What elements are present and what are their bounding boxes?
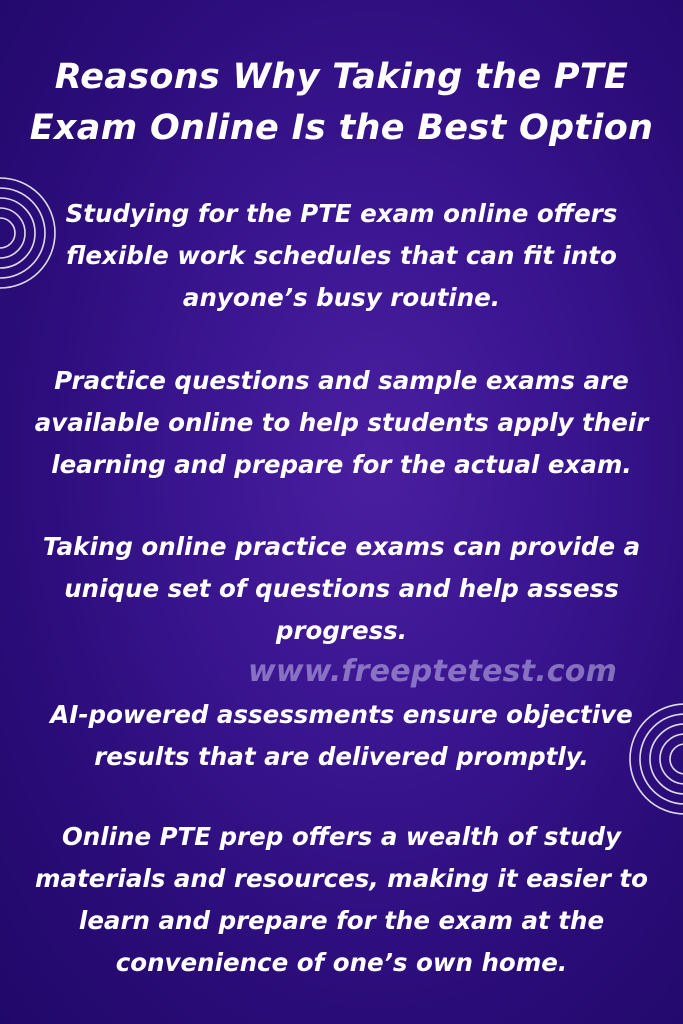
paragraph-line: available online to help students apply their bbox=[34, 408, 649, 437]
paragraph-line: anyone’s busy routine. bbox=[182, 283, 501, 312]
paragraph-line: Studying for the PTE exam online offers bbox=[65, 199, 618, 228]
reason-paragraph-3 bbox=[10, 526, 673, 652]
reason-paragraph-2 bbox=[10, 360, 673, 486]
paragraph-line: learning and prepare for the actual exam. bbox=[51, 450, 632, 479]
paragraph-line: Online PTE prep offers a wealth of study bbox=[61, 822, 622, 851]
paragraph-line: materials and resources, making it easier to bbox=[35, 864, 648, 893]
paragraph-line: unique set of questions and help assess bbox=[64, 574, 619, 603]
website-watermark: www.freeptetest.com bbox=[248, 654, 618, 689]
reason-paragraph-4 bbox=[10, 694, 673, 778]
paragraph-line: convenience of one’s own home. bbox=[115, 948, 568, 977]
paragraph-line: results that are delivered promptly. bbox=[94, 742, 589, 771]
page-title bbox=[0, 52, 683, 154]
paragraph-line: flexible work schedules that can fit into bbox=[66, 241, 617, 270]
paragraph-line: AI-powered assessments ensure objective bbox=[50, 700, 633, 729]
paragraph-line: Taking online practice exams can provide a bbox=[42, 532, 641, 561]
title-line: Reasons Why Taking the PTE bbox=[54, 57, 629, 97]
title-line: Exam Online Is the Best Option bbox=[29, 108, 654, 148]
reason-paragraph-5 bbox=[10, 816, 673, 984]
paragraph-line: learn and prepare for the exam at the bbox=[78, 906, 605, 935]
paragraph-line: Practice questions and sample exams are bbox=[54, 366, 629, 395]
paragraph-line: progress. bbox=[275, 616, 408, 645]
reason-paragraph-1 bbox=[10, 193, 673, 319]
